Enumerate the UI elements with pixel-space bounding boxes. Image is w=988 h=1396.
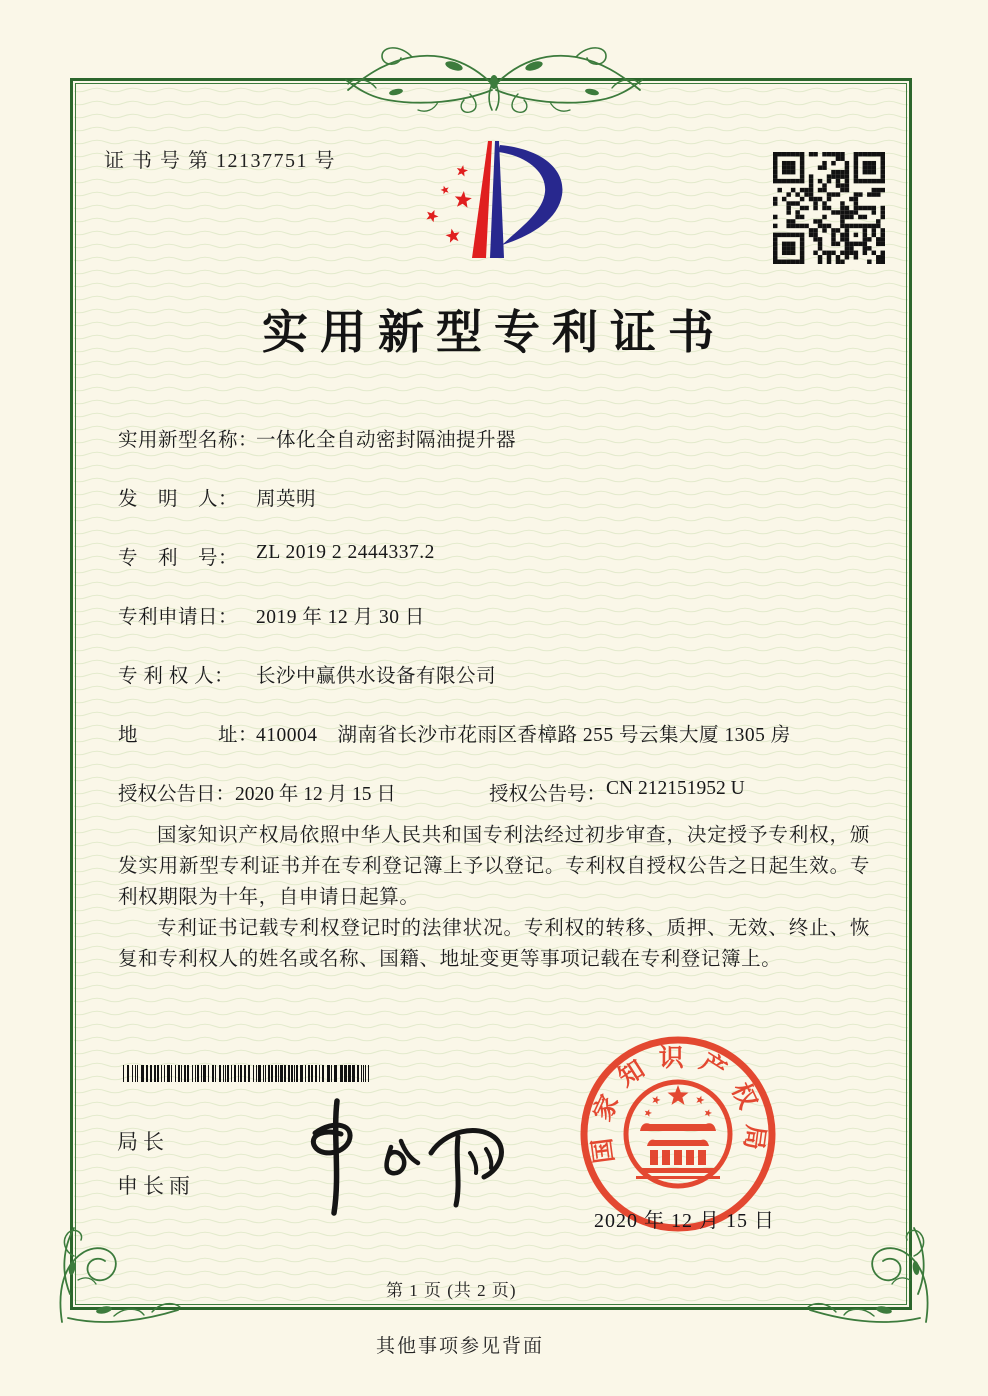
field-label: 专 利 号： [118,548,239,569]
field-filing-date [118,601,425,629]
field-label: 专 利 权 人： [118,666,235,687]
field-value: 2019 年 12 月 30 日 [256,607,425,628]
field-label: 实用新型名称： [118,430,259,451]
seal-date: 2020 年 12 月 15 日 [594,1210,775,1232]
field-value: 一体化全自动密封隔油提升器 [256,430,517,451]
seal-text: 国家知识产权局 [587,1045,769,1165]
field-grant-number [489,778,745,806]
grant-date-label: 授权公告日： [118,784,236,805]
field-patentee [118,660,496,688]
field-label: 专利申请日： [118,607,239,628]
legal-paragraph-1: 国家知识产权局依照中华人民共和国专利法经过初步审查，决定授予专利权，颁发实用新型专利证书并在专利登记簿上予以登记。专利权自授权公告之日起生效。专利权期限为十年，自申请日起算。 [118,825,870,908]
field-label: 地 址： [118,725,259,746]
certificate-title: 实用新型专利证书 [262,307,726,358]
field-grant-date [118,778,396,806]
field-value: 410004 湖南省长沙市花雨区香樟路 255 号云集大厦 1305 房 [256,725,791,746]
bottom-left-flourish [52,1222,184,1328]
national-emblem-icon [626,1082,730,1186]
field-value: 长沙中赢供水设备有限公司 [256,666,497,687]
field-value: ZL 2019 2 2444337.2 [256,542,435,563]
legal-paragraph-2: 专利证书记载专利权登记时的法律状况。专利权的转移、质押、无效、终止、恢复和专利权人的姓名或名称、国籍、地址变更等事项记载在专利登记簿上。 [118,918,870,970]
qr-code [773,152,885,264]
certificate-number: 证 书 号 第 12137751 号 [104,150,336,172]
barcode [122,1064,374,1083]
field-utility-model-name [118,424,516,452]
field-inventor [118,483,316,511]
grant-number-value: CN 212151952 U [606,778,745,799]
cnipa-logo [412,131,588,273]
grant-number-label: 授权公告号： [489,784,607,805]
legal-text-block [118,820,870,975]
top-flourish-ornament [334,44,654,114]
commissioner-signature [255,1093,525,1221]
page-number: 第 1 页 (共 2 页) [386,1281,517,1300]
field-patent-number [118,542,435,570]
field-label: 发 明 人： [118,489,239,510]
field-value: 周英明 [256,489,317,510]
bottom-right-flourish [804,1222,936,1328]
signer-name: 申长雨 [117,1174,195,1198]
back-side-note: 其他事项参见背面 [376,1336,545,1357]
grant-date-value: 2020 年 12 月 15 日 [235,784,396,805]
field-address [118,719,791,747]
signer-title: 局长 [117,1130,169,1154]
